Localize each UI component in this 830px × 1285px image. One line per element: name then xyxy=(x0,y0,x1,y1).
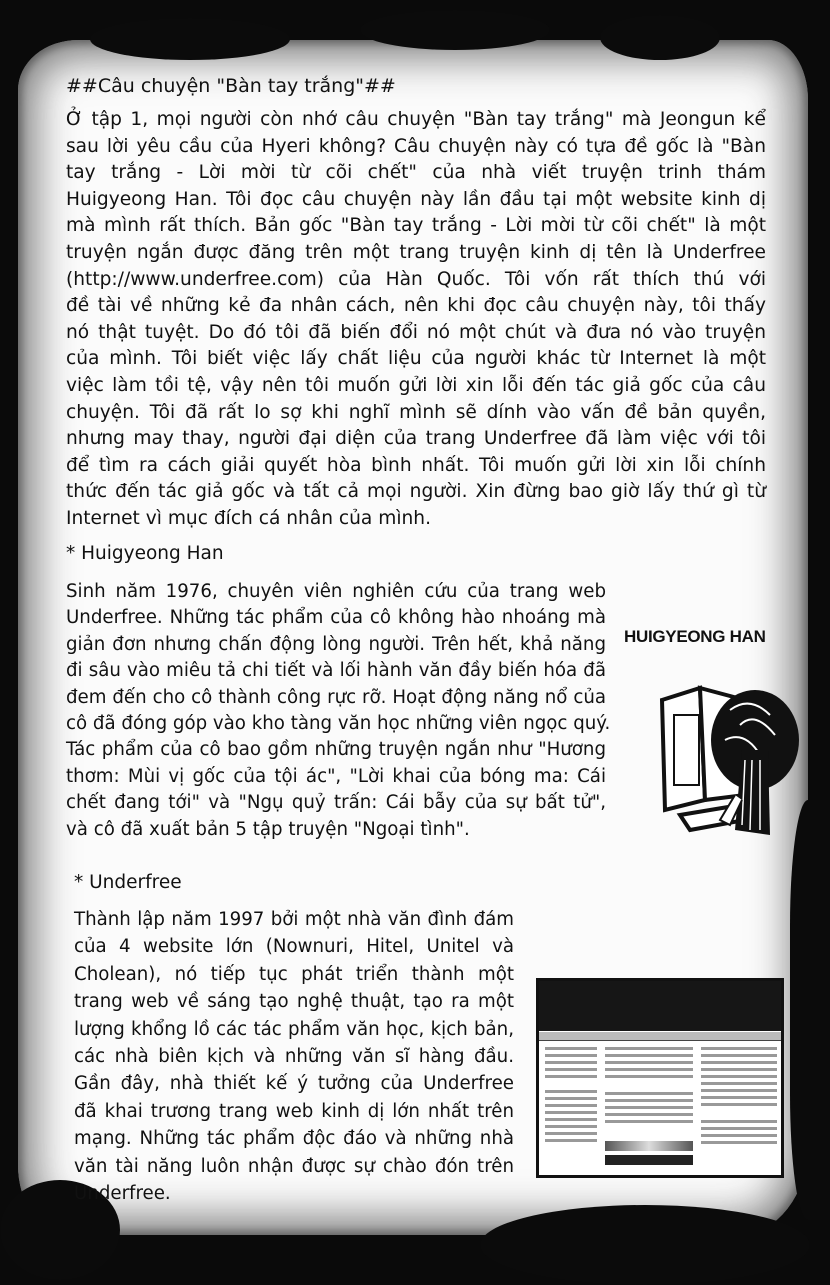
text-line: nhưng may thay, người đại diện của trang Underfree đã làm việc với tôi xyxy=(66,428,766,450)
author-heading: * Huigyeong Han xyxy=(66,543,224,564)
text-line: thức đến tác giả gốc và tất cả mọi người. Xin đừng bao giờ lấy thứ gì từ xyxy=(66,481,766,503)
author-computer-illustration xyxy=(650,680,800,850)
text-line: cô đã đóng góp vào kho tàng văn học những viên ngọc quý. xyxy=(66,713,611,735)
text-line: sau lời yêu cầu của Hyeri không? Câu chuyện này có tựa đề gốc là "Bàn xyxy=(66,135,766,157)
ink-smudge xyxy=(90,18,290,60)
website-header-banner xyxy=(539,981,781,1031)
text-line: tay trắng - Lời mời từ cõi chết" của nhà viết truyện trinh thám xyxy=(66,162,766,184)
author-paragraph xyxy=(66,579,611,843)
text-line: Gần đây, nhà thiết kế ý tưởng của Underfree xyxy=(74,1073,514,1095)
text-line: Thành lập năm 1997 bởi một nhà văn đình đám xyxy=(74,909,514,930)
text-line: Underfree. xyxy=(74,1183,171,1205)
text-line: văn tài năng luôn nhận được sự chào đón trên xyxy=(74,1155,514,1177)
ink-smudge xyxy=(360,10,550,50)
text-line: lượng khổng lồ các tác phẩm văn học, kịch bản, xyxy=(74,1018,514,1040)
website-right-column xyxy=(701,1043,777,1148)
text-line: mạng. Những tác phẩm độc đáo và những nhà xyxy=(74,1128,514,1150)
text-line: mà mình rất thích. Bản gốc "Bàn tay trắng - Lời mời từ cõi chết" là một xyxy=(66,215,766,237)
text-line: các nhà biên kịch và những văn sĩ hàng đầu. xyxy=(74,1046,514,1068)
underfree-paragraph xyxy=(74,906,514,1207)
text-line: đi sâu vào miêu tả chi tiết và lối hành văn đầy biến hóa đã xyxy=(66,660,606,682)
website-dark-banner xyxy=(605,1155,693,1165)
underfree-heading: * Underfree xyxy=(74,872,182,893)
ink-smudge xyxy=(790,800,830,1220)
text-line: đem đến cho cô thành công rực rỡ. Hoạt động năng nổ của xyxy=(66,686,606,708)
website-nav-bar xyxy=(539,1032,781,1041)
intro-paragraph xyxy=(66,107,766,533)
text-line: và cô đã xuất bản 5 tập truyện "Ngoại tình". xyxy=(66,818,470,840)
text-line: Cholean), nó tiếp tục phát triển thành một xyxy=(74,963,514,985)
website-left-column xyxy=(545,1043,597,1146)
text-line: Underfree. Những tác phẩm của cô không hào nhoáng mà xyxy=(66,607,606,629)
text-line: truyện ngắn được đăng trên một trang truyện kinh dị tên là Underfree xyxy=(66,241,766,263)
text-line: trang web về sáng tạo nghệ thuật, tạo ra một xyxy=(74,991,514,1013)
text-line: giản đơn nhưng chấn động lòng người. Trên hết, khả năng xyxy=(66,633,606,655)
text-line: của mình. Tôi biết việc lấy chất liệu của người khác từ Internet là một xyxy=(66,348,766,370)
text-line: chuyện. Tôi đã rất lo sợ khi nghĩ mình sẽ dính vào vấn đề bản quyền, xyxy=(66,401,766,423)
section-title: ##Câu chuyện "Bàn tay trắng"## xyxy=(66,75,396,97)
text-line: Huigyeong Han. Tôi đọc câu chuyện này lần đầu tại một website kinh dị xyxy=(66,188,766,210)
text-line: việc làm tồi tệ, vậy nên tôi muốn gửi lời xin lỗi đến tác giả gốc của câu xyxy=(66,374,766,396)
text-line: để tìm ra cách giải quyết hòa bình nhất. Tôi muốn gửi lời xin lỗi chính xyxy=(66,454,766,476)
text-line: Tác phẩm của cô bao gồm những truyện ngắn như "Hương xyxy=(66,739,606,761)
text-line: thơm: Mùi vị gốc của tội ác", "Lời khai của bóng ma: Cái xyxy=(66,765,606,787)
ink-smudge xyxy=(480,1205,810,1285)
website-center-column xyxy=(605,1043,693,1127)
text-line: Sinh năm 1976, chuyên viên nghiên cứu của trang web xyxy=(66,581,606,602)
underfree-website-screenshot xyxy=(536,978,784,1178)
text-line: nó thật tuyệt. Do đó tôi đã biến đổi nó một chút và đưa nó vào truyện xyxy=(66,321,766,343)
text-line: chết đang tới" và "Ngụ quỷ trấn: Cái bẫy của sự bất tử", xyxy=(66,792,606,814)
text-line: đã khai trương trang web kinh dị lớn nhất trên xyxy=(74,1100,514,1122)
text-line: đề tài về những kẻ đa nhân cách, nên khi đọc câu chuyện này, tôi thấy xyxy=(66,295,766,317)
website-banner-image xyxy=(605,1141,693,1151)
text-line: Ở tập 1, mọi người còn nhớ câu chuyện "Bàn tay trắng" mà Jeongun kể xyxy=(66,109,766,130)
text-line: (http://www.underfree.com) của Hàn Quốc. Tôi vốn rất thích thú với xyxy=(66,268,766,290)
illustration-caption: HUIGYEONG HAN xyxy=(624,627,766,646)
ink-smudge xyxy=(600,15,720,60)
text-line: của 4 website lớn (Nownuri, Hitel, Unitel và xyxy=(74,936,514,958)
text-line: Internet vì mục đích cá nhân của mình. xyxy=(66,507,431,529)
